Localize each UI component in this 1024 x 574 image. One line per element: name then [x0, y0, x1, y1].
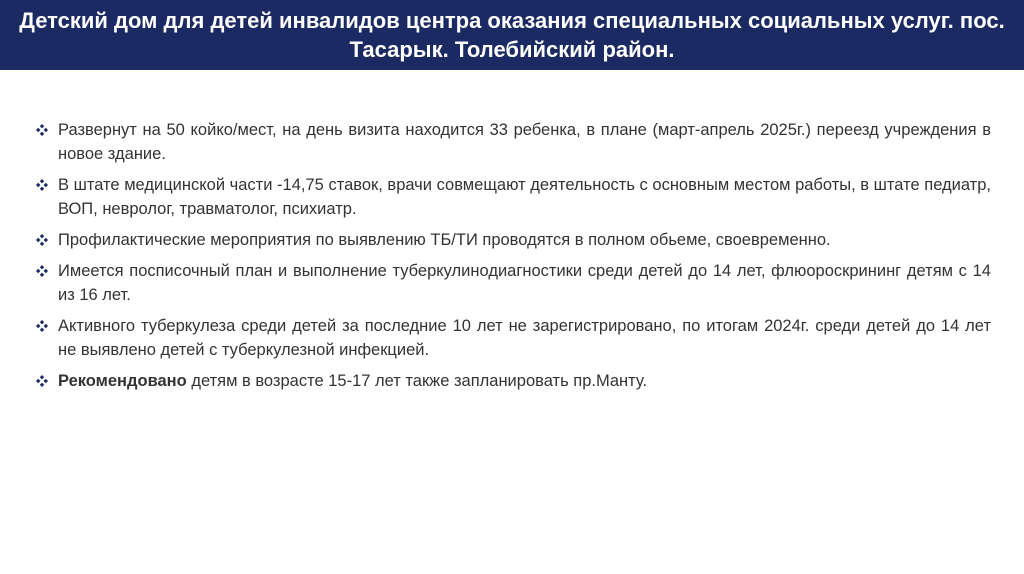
page-title: Детский дом для детей инвалидов центра оказания специальных социальных услуг. пос. Тасарык. Толебийский район.: [19, 8, 1005, 62]
bullet-text: Активного туберкулеза среди детей за последние 10 лет не зарегистрировано, по итогам 2024г. среди детей до 14 лет не выявлено детей с туберкулезной инфекцией.: [58, 317, 991, 359]
bullet-text: Развернут на 50 койко/мест, на день визита находится 33 ребенка, в плане (март-апрель 2025г.) переезд учреждения в новое здание.: [58, 121, 991, 163]
diamond-bullet-icon: [36, 118, 58, 142]
title-bar: [0, 0, 1024, 70]
list-item: [36, 369, 991, 393]
list-item: [36, 314, 991, 362]
diamond-bullet-icon: [36, 314, 58, 338]
bullet-list: [36, 118, 991, 400]
diamond-bullet-icon: [36, 369, 58, 393]
diamond-bullet-icon: [36, 228, 58, 252]
list-item: [36, 259, 991, 307]
list-item: [36, 173, 991, 221]
bullet-text: В штате медицинской части -14,75 ставок, врачи совмещают деятельность с основным местом работы, в штате педиатр, ВОП, невролог, травматолог, психиатр.: [58, 176, 991, 218]
bullet-text: Имеется посписочный план и выполнение туберкулинодиагностики среди детей до 14 лет, флюороскрининг детям с 14 из 16 лет.: [58, 262, 991, 304]
diamond-bullet-icon: [36, 259, 58, 283]
list-item: [36, 228, 991, 252]
bullet-text: [58, 369, 991, 393]
list-item: [36, 118, 991, 166]
recommendation-text: детям в возрасте 15-17 лет также запланировать пр.Манту.: [186, 372, 648, 390]
diamond-bullet-icon: [36, 173, 58, 197]
bullet-text: Профилактические мероприятия по выявлению ТБ/ТИ проводятся в полном обьеме, своевременно.: [58, 231, 831, 249]
recommendation-label: Рекомендовано: [58, 372, 187, 390]
